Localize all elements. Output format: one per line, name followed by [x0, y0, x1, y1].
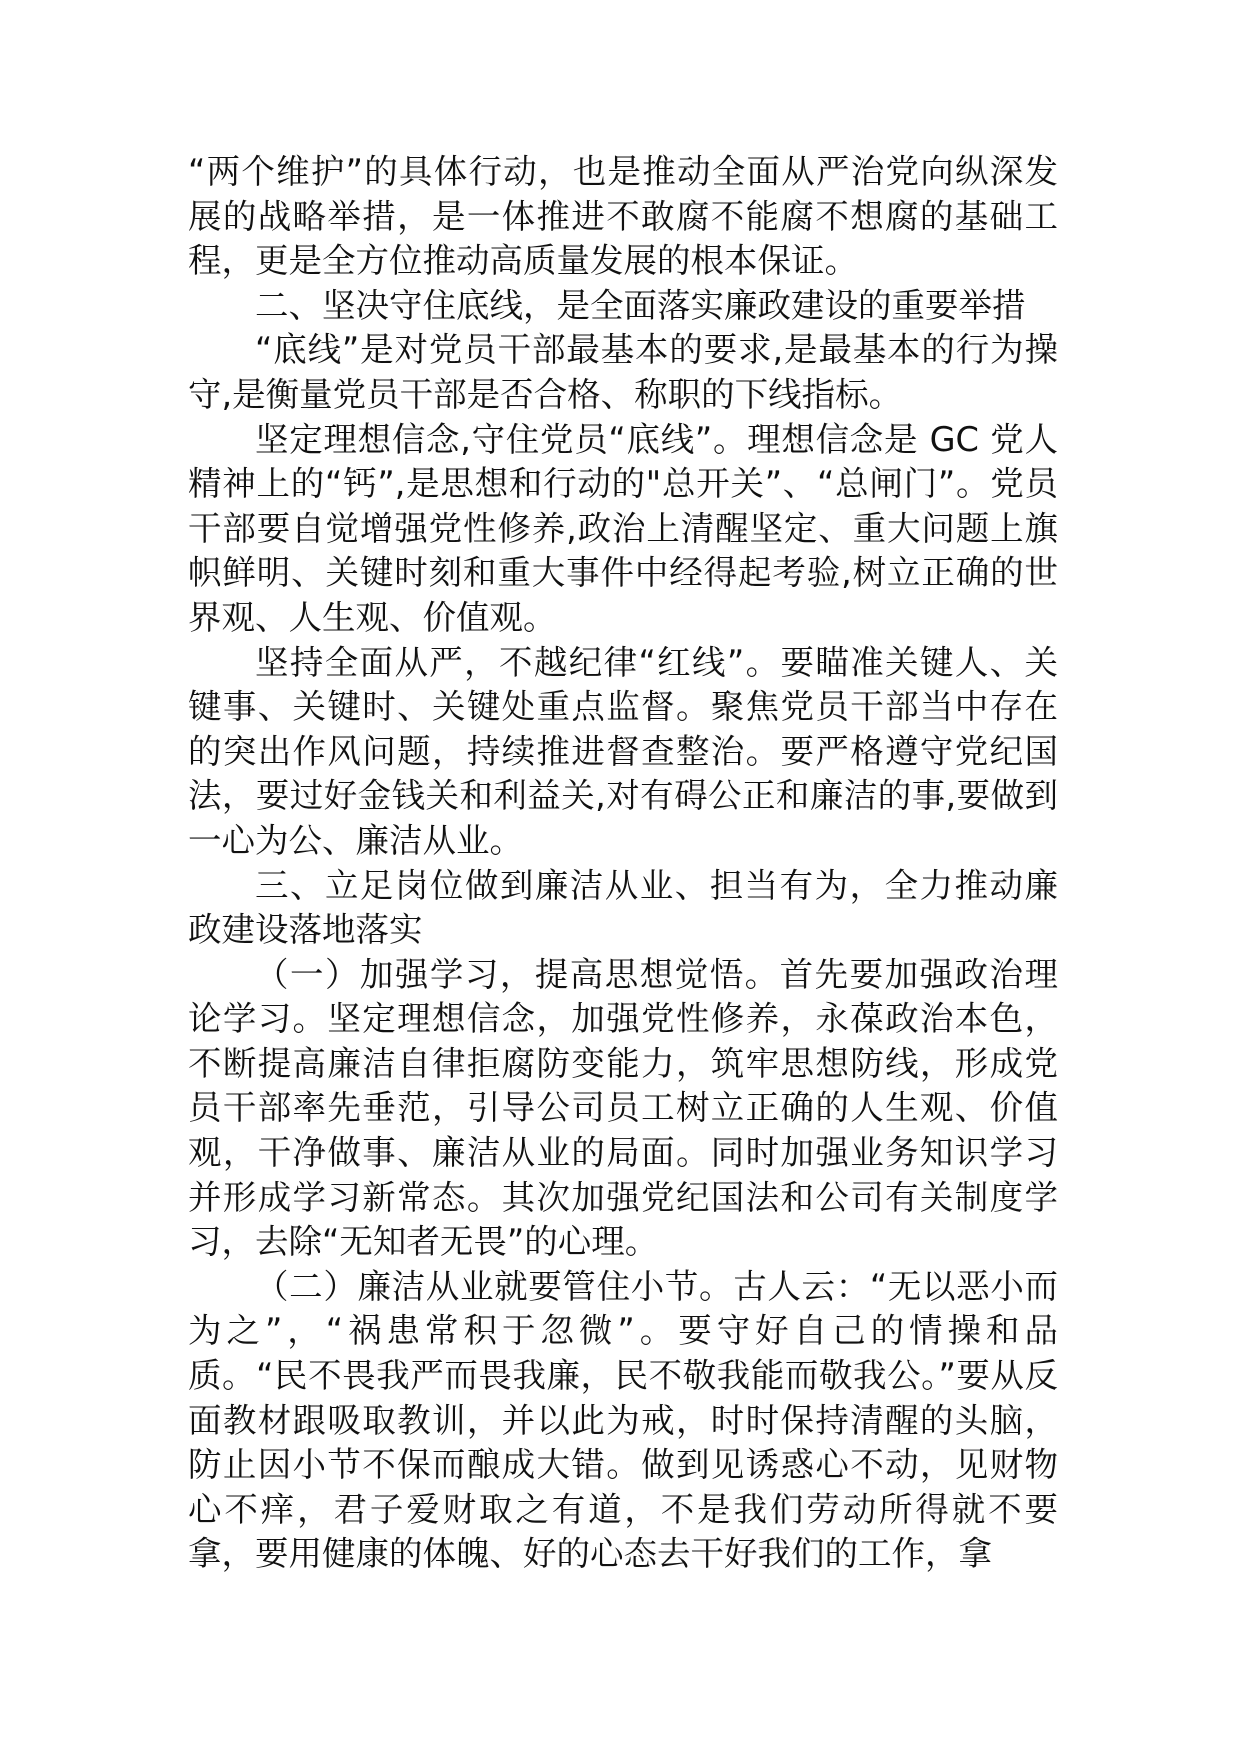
paragraph-strengthen-learning: （一）加强学习，提高思想觉悟。首先要加强政治理论学习。坚定理想信念，加强党性修养，永葆政治本色，不断提高廉洁自律拒腐防变能力，筑牢思想防线，形成党员干部率先垂范，引导公司员工树立正确的人生观、价值观，干净做事、廉洁从业的局面。同时加强业务知识学习并形成学习新常态。其次加强党纪国法和公司有关制度学习，去除“无知者无畏”的心理。: [188, 954, 1058, 1262]
section-heading-3: 三、立足岗位做到廉洁从业、担当有为，全力推动廉政建设落地落实: [188, 865, 1058, 950]
paragraph-strict-discipline: 坚持全面从严，不越纪律“红线”。要瞄准关键人、关键事、关键时、关键处重点监督。聚焦党员干部当中存在的突出作风问题，持续推进督查整治。要严格遵守党纪国法，要过好金钱关和利益关,对有碍公正和廉洁的事,要做到一心为公、廉洁从业。: [188, 642, 1058, 860]
document-page: [188, 150, 1058, 1577]
paragraph-continuation: “两个维护”的具体行动，也是推动全面从严治党向纵深发展的战略举措，是一体推进不敢腐不能腐不想腐的基础工程，更是全方位推动高质量发展的根本保证。: [188, 152, 1058, 281]
paragraph-bottom-line-definition: “底线”是对党员干部最基本的要求,是最基本的行为操守,是衡量党员干部是否合格、称职的下线指标。: [188, 330, 1058, 414]
paragraph-ideals-beliefs: 坚定理想信念,守住党员“底线”。理想信念是 GC 党人精神上的“钙”,是思想和行动的"总开关”、“总闸门”。党员干部要自觉增强党性修养,政治上清醒坚定、重大问题上旗帜鲜明、关键时刻和重大事件中经得起考验,树立正确的世界观、人生观、价值观。: [188, 419, 1058, 637]
paragraph-small-details: （二）廉洁从业就要管住小节。古人云：“无以恶小而为之”，“祸患常积于忽微”。要守好自己的情操和品质。“民不畏我严而畏我廉，民不敬我能而敬我公。”要从反面教材跟吸取教训，并以此为戒，时时保持清醒的头脑，防止因小节不保而酿成大错。做到见诱惑心不动，见财物心不痒，君子爱财取之有道，不是我们劳动所得就不要拿，要用健康的体魄、好的心态去干好我们的工作，拿: [188, 1266, 1058, 1574]
section-heading-2: 二、坚决守住底线，是全面落实廉政建设的重要举措: [255, 285, 1026, 325]
